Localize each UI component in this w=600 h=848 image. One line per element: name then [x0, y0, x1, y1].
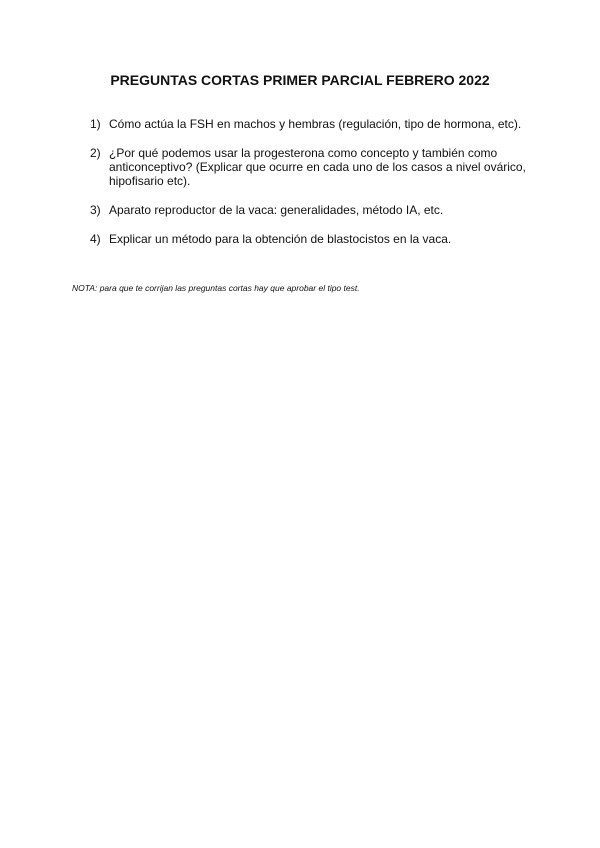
- question-text: Explicar un método para la obtención de blastocistos en la vaca.: [109, 232, 452, 246]
- question-item: [90, 146, 540, 188]
- question-item: [90, 117, 540, 131]
- question-number: 1): [90, 117, 101, 131]
- question-number: 4): [90, 232, 101, 246]
- question-text: Cómo actúa la FSH en machos y hembras (regulación, tipo de hormona, etc).: [109, 117, 522, 131]
- exam-note: NOTA: para que te corrijan las preguntas cortas hay que aprobar el tipo test.: [72, 283, 360, 293]
- document-title: PREGUNTAS CORTAS PRIMER PARCIAL FEBRERO 2022: [110, 72, 490, 88]
- question-list: [90, 117, 540, 261]
- question-item: [90, 203, 540, 217]
- question-text: Aparato reproductor de la vaca: generalidades, método IA, etc.: [109, 203, 444, 217]
- question-text: ¿Por qué podemos usar la progesterona como concepto y también como anticonceptivo? (Explicar que ocurre en cada uno de los casos a nivel ovárico, hipofisario etc).: [109, 146, 526, 188]
- question-item: [90, 232, 540, 246]
- question-number: 3): [90, 203, 101, 217]
- question-number: 2): [90, 146, 101, 160]
